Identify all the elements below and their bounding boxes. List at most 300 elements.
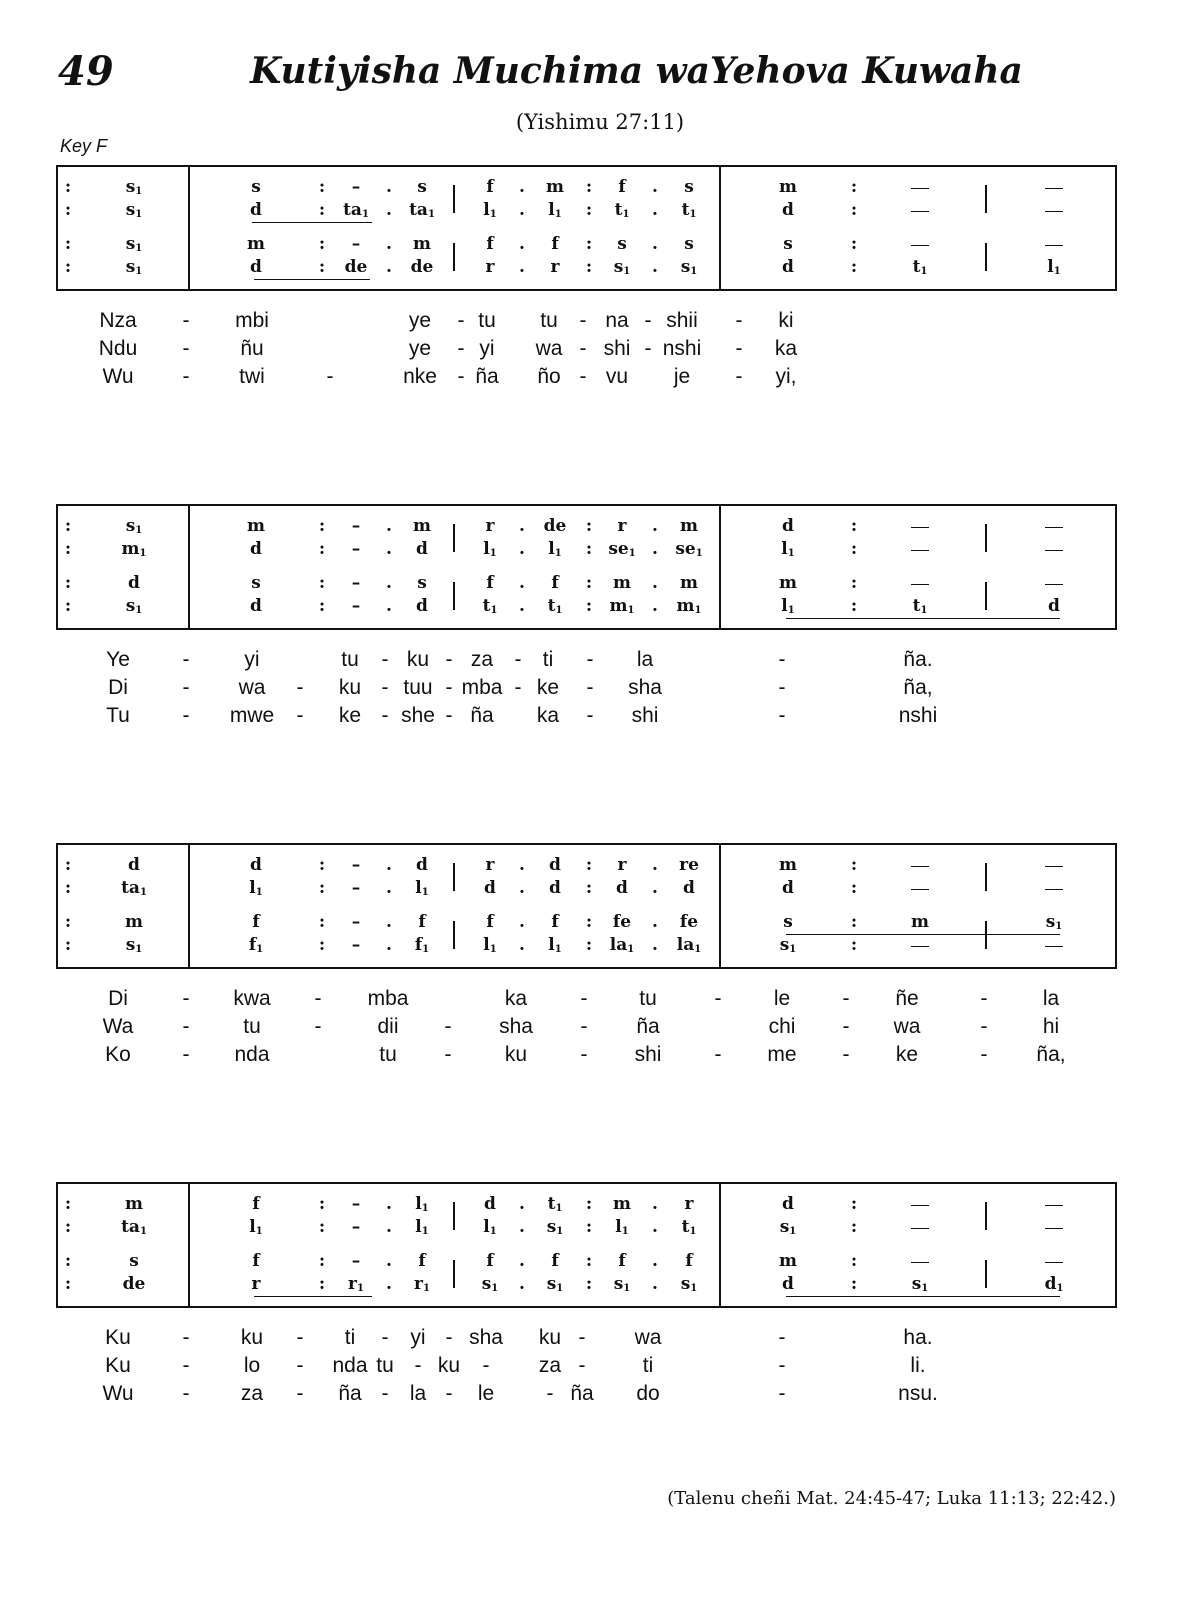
half-beat-dot: . xyxy=(386,1217,392,1237)
beat-colon: : xyxy=(318,1217,326,1237)
lyric-syllable: ña xyxy=(470,704,494,727)
beat-colon: : xyxy=(64,878,72,898)
lyric-hyphen: - xyxy=(445,1382,453,1405)
pickup-note: $s_1$ xyxy=(125,177,143,197)
sol-fa-note: $t_1$ xyxy=(482,596,498,616)
sol-fa-note: $l_1$ xyxy=(548,539,562,559)
sol-fa-note: s xyxy=(783,912,793,932)
half-beat-dot: . xyxy=(519,1251,525,1271)
lyric-syllable: ye xyxy=(408,337,432,360)
lyric-syllable: wa xyxy=(535,337,563,360)
sol-fa-note: $l_1$ xyxy=(548,200,562,220)
lyric-hyphen: - xyxy=(514,676,522,699)
lyric-hyphen: - xyxy=(714,987,722,1010)
sol-fa-note: f xyxy=(486,912,494,932)
sol-fa-note: d xyxy=(250,855,262,875)
half-beat-dot: . xyxy=(386,1251,392,1271)
lyric-hyphen: - xyxy=(445,648,453,671)
lyric-syllable: za xyxy=(470,648,494,671)
lyric-hyphen: - xyxy=(381,1326,389,1349)
half-beat-dot: . xyxy=(386,878,392,898)
sol-fa-note: $s_1$ xyxy=(546,1274,564,1294)
beat-colon: : xyxy=(850,1251,858,1271)
sol-fa-note: d xyxy=(484,1194,496,1214)
lyric-syllable: shii xyxy=(666,309,698,332)
sol-fa-note: f xyxy=(486,1251,494,1271)
beat-colon: : xyxy=(850,234,858,254)
sol-fa-note: m xyxy=(779,573,797,593)
slur-line xyxy=(254,1296,372,1297)
beat-colon: : xyxy=(318,1274,326,1294)
lyric-syllable: tu xyxy=(341,648,359,671)
lyric-hyphen: - xyxy=(579,337,587,360)
sol-fa-note: $m_1$ xyxy=(676,596,702,616)
sol-fa-note: $se_1$ xyxy=(675,539,703,559)
lyric-syllable: ña. xyxy=(903,648,933,671)
lyric-syllable: ti xyxy=(542,648,554,671)
beat-colon: : xyxy=(318,539,326,559)
pickup-note: $s_1$ xyxy=(125,234,143,254)
sol-fa-note: s xyxy=(417,177,427,197)
beat-colon: : xyxy=(850,1217,858,1237)
sol-fa-note: m xyxy=(413,234,431,254)
sol-fa-note: $t_1$ xyxy=(912,257,928,277)
sol-fa-note: d xyxy=(782,200,794,220)
sol-fa-note: $ta_1$ xyxy=(343,200,369,220)
music-staff xyxy=(56,165,1117,291)
half-beat-dot: . xyxy=(652,200,658,220)
sol-fa-note: $l_1$ xyxy=(781,539,795,559)
sol-fa-note: $s_1$ xyxy=(1045,912,1063,932)
lyric-hyphen: - xyxy=(842,1015,850,1038)
lyric-syllable: sha xyxy=(628,676,662,699)
sol-fa-note: f xyxy=(252,1251,260,1271)
lyric-hyphen: - xyxy=(842,987,850,1010)
lyric-syllable: ka xyxy=(774,337,798,360)
lyric-syllable: Wu xyxy=(102,1382,134,1405)
half-barline xyxy=(453,863,455,891)
lyric-hyphen: - xyxy=(182,337,190,360)
hymn-number: 49 xyxy=(58,48,114,95)
lyric-syllable: vu xyxy=(605,365,629,388)
lyric-syllable: mbi xyxy=(235,309,269,332)
half-beat-dot: . xyxy=(519,935,525,955)
pickup-note: $s_1$ xyxy=(125,596,143,616)
lyric-syllable: chi xyxy=(768,1015,796,1038)
barline xyxy=(719,506,721,628)
sol-fa-note: r xyxy=(251,1274,261,1294)
beat-colon: : xyxy=(318,935,326,955)
lyric-syllable: la xyxy=(1042,987,1060,1010)
lyric-syllable: ku xyxy=(338,676,362,699)
half-barline xyxy=(985,243,987,271)
half-barline xyxy=(453,582,455,610)
sol-fa-note: $r_1$ xyxy=(348,1274,364,1294)
sol-fa-note: $s_1$ xyxy=(911,1274,929,1294)
sol-fa-note: $l_1$ xyxy=(483,200,497,220)
half-beat-dot: . xyxy=(519,539,525,559)
sol-fa-note: $s_1$ xyxy=(481,1274,499,1294)
sol-fa-note: – xyxy=(351,855,361,875)
sol-fa-note: f xyxy=(486,177,494,197)
lyric-hyphen: - xyxy=(578,1354,586,1377)
sol-fa-note: f xyxy=(551,1251,559,1271)
sol-fa-note: s xyxy=(684,177,694,197)
lyric-hyphen: - xyxy=(980,987,988,1010)
half-beat-dot: . xyxy=(519,1274,525,1294)
lyric-hyphen: - xyxy=(644,337,652,360)
sol-fa-note: – xyxy=(351,1251,361,1271)
beat-colon: : xyxy=(850,573,858,593)
barline xyxy=(719,1184,721,1306)
lyric-syllable: yi xyxy=(410,1326,426,1349)
lyric-syllable: ku xyxy=(406,648,430,671)
sol-fa-note: $l_1$ xyxy=(415,1217,429,1237)
beat-colon: : xyxy=(585,234,593,254)
lyric-syllable: ti xyxy=(642,1354,654,1377)
lyric-hyphen: - xyxy=(182,1043,190,1066)
lyric-syllable: yi, xyxy=(775,365,797,388)
beat-colon: : xyxy=(64,1251,72,1271)
sol-fa-note: m xyxy=(546,177,564,197)
sol-fa-note: f xyxy=(486,234,494,254)
half-beat-dot: . xyxy=(519,177,525,197)
lyric-syllable: Wu xyxy=(102,365,134,388)
lyric-syllable: na xyxy=(605,309,629,332)
lyric-hyphen: - xyxy=(457,365,465,388)
sol-fa-note: $l_1$ xyxy=(483,1217,497,1237)
sol-fa-note: d xyxy=(250,257,262,277)
beat-colon: : xyxy=(850,912,858,932)
lyric-syllable: yi xyxy=(479,337,495,360)
beat-colon: : xyxy=(64,257,72,277)
scripture-reference: (Yishimu 27:11) xyxy=(515,110,685,134)
beat-colon: : xyxy=(850,596,858,616)
barline xyxy=(188,506,190,628)
lyric-syllable: tu xyxy=(376,1354,394,1377)
sol-fa-note: re xyxy=(679,855,699,875)
lyric-syllable: Ko xyxy=(105,1043,131,1066)
music-staff xyxy=(56,1182,1117,1308)
lyric-syllable: yi xyxy=(244,648,260,671)
lyric-hyphen: - xyxy=(296,1326,304,1349)
lyric-hyphen: - xyxy=(980,1015,988,1038)
sol-fa-note: d xyxy=(250,539,262,559)
beat-colon: : xyxy=(64,912,72,932)
sol-fa-note: $se_1$ xyxy=(608,539,636,559)
slur-line xyxy=(786,618,1060,619)
lyric-hyphen: - xyxy=(296,1382,304,1405)
beat-colon: : xyxy=(318,200,326,220)
sol-fa-note: f xyxy=(486,573,494,593)
lyric-hyphen: - xyxy=(778,648,786,671)
barline xyxy=(719,167,721,289)
sol-fa-note: m xyxy=(247,234,265,254)
lyric-hyphen: - xyxy=(580,1015,588,1038)
sol-fa-note: $s_1$ xyxy=(613,257,631,277)
pickup-note: $s_1$ xyxy=(125,935,143,955)
sol-fa-note: m xyxy=(613,573,631,593)
sol-fa-note: f xyxy=(252,1194,260,1214)
beat-colon: : xyxy=(64,935,72,955)
lyric-hyphen: - xyxy=(546,1382,554,1405)
barline xyxy=(188,845,190,967)
half-beat-dot: . xyxy=(386,573,392,593)
lyric-hyphen: - xyxy=(586,704,594,727)
sol-fa-note: m xyxy=(680,516,698,536)
beat-colon: : xyxy=(850,1194,858,1214)
lyric-hyphen: - xyxy=(381,648,389,671)
half-beat-dot: . xyxy=(519,573,525,593)
pickup-note: m xyxy=(125,1194,143,1214)
beat-colon: : xyxy=(585,1194,593,1214)
half-beat-dot: . xyxy=(652,257,658,277)
lyric-hyphen: - xyxy=(182,1354,190,1377)
beat-colon: : xyxy=(318,1194,326,1214)
sol-fa-note: $l_1$ xyxy=(483,935,497,955)
beat-colon: : xyxy=(850,257,858,277)
lyric-hyphen: - xyxy=(735,365,743,388)
lyric-syllable: shi xyxy=(634,1043,662,1066)
sol-fa-note: $la_1$ xyxy=(609,935,635,955)
slur-line xyxy=(786,1296,1060,1297)
lyric-hyphen: - xyxy=(381,704,389,727)
sol-fa-note: $s_1$ xyxy=(546,1217,564,1237)
lyric-syllable: ño xyxy=(537,365,561,388)
lyric-hyphen: - xyxy=(579,309,587,332)
lyric-syllable: la xyxy=(409,1382,427,1405)
half-beat-dot: . xyxy=(652,596,658,616)
sol-fa-note: – xyxy=(351,1217,361,1237)
lyric-hyphen: - xyxy=(578,1326,586,1349)
sol-fa-note: d xyxy=(782,516,794,536)
beat-colon: : xyxy=(585,257,593,277)
lyric-syllable: ke xyxy=(895,1043,919,1066)
sol-fa-note: $s_1$ xyxy=(779,1217,797,1237)
sol-fa-note: d xyxy=(1048,596,1060,616)
beat-colon: : xyxy=(64,596,72,616)
music-staff xyxy=(56,504,1117,630)
half-beat-dot: . xyxy=(652,516,658,536)
lyric-syllable: hi xyxy=(1042,1015,1060,1038)
sol-fa-note: fe xyxy=(612,912,632,932)
lyric-hyphen: - xyxy=(182,987,190,1010)
sol-fa-note: – xyxy=(351,573,361,593)
lyric-syllable: shi xyxy=(631,704,659,727)
sol-fa-note: m xyxy=(779,1251,797,1271)
lyric-syllable: nshi xyxy=(898,704,938,727)
beat-colon: : xyxy=(585,200,593,220)
lyric-hyphen: - xyxy=(414,1354,422,1377)
sol-fa-note: $l_1$ xyxy=(781,596,795,616)
beat-colon: : xyxy=(850,177,858,197)
half-beat-dot: . xyxy=(519,1194,525,1214)
lyric-hyphen: - xyxy=(445,704,453,727)
sol-fa-note: m xyxy=(911,912,929,932)
lyric-hyphen: - xyxy=(182,365,190,388)
sol-fa-note: d xyxy=(484,878,496,898)
sol-fa-note: $s_1$ xyxy=(779,935,797,955)
lyric-hyphen: - xyxy=(778,1326,786,1349)
half-beat-dot: . xyxy=(386,257,392,277)
lyric-syllable: ha. xyxy=(903,1326,933,1349)
sol-fa-note: f xyxy=(685,1251,693,1271)
sol-fa-note: – xyxy=(351,935,361,955)
beat-colon: : xyxy=(64,573,72,593)
beat-colon: : xyxy=(64,1194,72,1214)
lyric-syllable: sha xyxy=(499,1015,533,1038)
slur-line xyxy=(786,934,1060,935)
beat-colon: : xyxy=(850,935,858,955)
lyric-hyphen: - xyxy=(182,648,190,671)
beat-colon: : xyxy=(318,855,326,875)
lyric-syllable: Ye xyxy=(106,648,130,671)
half-beat-dot: . xyxy=(386,539,392,559)
lyric-hyphen: - xyxy=(778,1354,786,1377)
beat-colon: : xyxy=(585,596,593,616)
beat-colon: : xyxy=(64,855,72,875)
sol-fa-note: s xyxy=(684,234,694,254)
sol-fa-note: $l_1$ xyxy=(249,878,263,898)
half-beat-dot: . xyxy=(652,1274,658,1294)
lyric-hyphen: - xyxy=(444,1043,452,1066)
lyric-syllable: tu xyxy=(243,1015,261,1038)
lyric-hyphen: - xyxy=(445,676,453,699)
pickup-note: $ta_1$ xyxy=(121,878,147,898)
half-beat-dot: . xyxy=(519,257,525,277)
sol-fa-note: r xyxy=(617,855,627,875)
pickup-note: $s_1$ xyxy=(125,200,143,220)
barline xyxy=(188,167,190,289)
sol-fa-note: d xyxy=(416,855,428,875)
sol-fa-note: $f_1$ xyxy=(414,935,430,955)
beat-colon: : xyxy=(850,878,858,898)
lyric-syllable: ti xyxy=(344,1326,356,1349)
half-beat-dot: . xyxy=(386,1194,392,1214)
beat-colon: : xyxy=(64,1217,72,1237)
half-barline xyxy=(985,582,987,610)
half-beat-dot: . xyxy=(519,912,525,932)
beat-colon: : xyxy=(585,935,593,955)
lyric-hyphen: - xyxy=(296,704,304,727)
lyric-syllable: ka xyxy=(504,987,528,1010)
beat-colon: : xyxy=(850,855,858,875)
beat-colon: : xyxy=(318,516,326,536)
sol-fa-note: f xyxy=(618,177,626,197)
beat-colon: : xyxy=(585,516,593,536)
beat-colon: : xyxy=(585,878,593,898)
sol-fa-note: – xyxy=(351,912,361,932)
half-beat-dot: . xyxy=(386,1274,392,1294)
slur-line xyxy=(254,279,370,280)
lyric-syllable: le xyxy=(773,987,791,1010)
lyric-hyphen: - xyxy=(182,1382,190,1405)
lyric-hyphen: - xyxy=(579,365,587,388)
sol-fa-note: s xyxy=(251,573,261,593)
half-beat-dot: . xyxy=(519,596,525,616)
sol-fa-note: r xyxy=(485,855,495,875)
lyric-syllable: ñu xyxy=(240,337,264,360)
half-beat-dot: . xyxy=(652,912,658,932)
lyric-syllable: Nza xyxy=(99,309,137,332)
pickup-note: de xyxy=(122,1274,146,1294)
sol-fa-note: de xyxy=(410,257,434,277)
lyric-syllable: shi xyxy=(603,337,631,360)
lyric-syllable: Di xyxy=(108,676,128,699)
beat-colon: : xyxy=(318,177,326,197)
half-beat-dot: . xyxy=(386,912,392,932)
beat-colon: : xyxy=(585,1217,593,1237)
half-beat-dot: . xyxy=(652,1217,658,1237)
half-beat-dot: . xyxy=(652,1194,658,1214)
sol-fa-note: d xyxy=(782,1274,794,1294)
beat-colon: : xyxy=(318,573,326,593)
lyric-syllable: wa xyxy=(893,1015,921,1038)
lyric-syllable: mba xyxy=(367,987,409,1010)
sol-fa-note: m xyxy=(779,177,797,197)
lyric-syllable: la xyxy=(636,648,654,671)
sol-fa-note: f xyxy=(551,912,559,932)
sol-fa-note: s xyxy=(617,234,627,254)
sol-fa-note: $t_1$ xyxy=(681,1217,697,1237)
sol-fa-note: d xyxy=(683,878,695,898)
sol-fa-note: $l_1$ xyxy=(415,1194,429,1214)
sol-fa-note: d xyxy=(782,257,794,277)
beat-colon: : xyxy=(318,257,326,277)
lyric-syllable: li. xyxy=(910,1354,926,1377)
lyric-syllable: ku xyxy=(437,1354,461,1377)
sol-fa-note: fe xyxy=(679,912,699,932)
lyric-syllable: mwe xyxy=(229,704,275,727)
lyric-syllable: Ku xyxy=(105,1326,131,1349)
sol-fa-note: – xyxy=(351,516,361,536)
sol-fa-note: m xyxy=(779,855,797,875)
half-barline xyxy=(453,243,455,271)
beat-colon: : xyxy=(318,1251,326,1271)
lyric-hyphen: - xyxy=(482,1354,490,1377)
lyric-hyphen: - xyxy=(182,1015,190,1038)
lyric-syllable: Tu xyxy=(106,704,130,727)
beat-colon: : xyxy=(850,200,858,220)
lyric-syllable: Ku xyxy=(105,1354,131,1377)
lyric-hyphen: - xyxy=(182,676,190,699)
lyric-syllable: ka xyxy=(536,704,560,727)
sol-fa-note: r xyxy=(550,257,560,277)
lyric-hyphen: - xyxy=(778,1382,786,1405)
half-beat-dot: . xyxy=(519,1217,525,1237)
lyric-syllable: me xyxy=(767,1043,797,1066)
lyric-syllable: wa xyxy=(634,1326,662,1349)
half-beat-dot: . xyxy=(519,878,525,898)
sol-fa-note: d xyxy=(549,878,561,898)
beat-colon: : xyxy=(850,1274,858,1294)
half-beat-dot: . xyxy=(386,200,392,220)
lyric-hyphen: - xyxy=(381,676,389,699)
sol-fa-note: – xyxy=(351,234,361,254)
lyric-hyphen: - xyxy=(445,1326,453,1349)
beat-colon: : xyxy=(585,177,593,197)
sol-fa-note: r xyxy=(485,516,495,536)
sol-fa-note: s xyxy=(417,573,427,593)
lyric-hyphen: - xyxy=(980,1043,988,1066)
lyric-syllable: nshi xyxy=(662,337,702,360)
sol-fa-note: f xyxy=(551,234,559,254)
sol-fa-note: $s_1$ xyxy=(680,257,698,277)
sol-fa-note: d xyxy=(250,200,262,220)
lyric-hyphen: - xyxy=(586,648,594,671)
lyric-syllable: Di xyxy=(108,987,128,1010)
lyric-syllable: she xyxy=(401,704,435,727)
